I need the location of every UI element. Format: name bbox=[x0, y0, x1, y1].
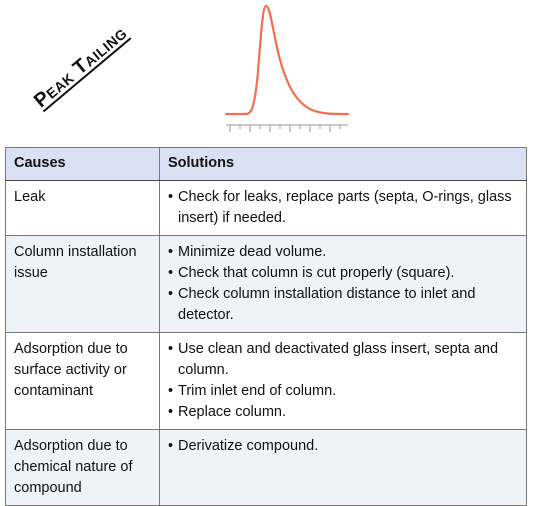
solutions-list bbox=[168, 436, 518, 457]
table-row bbox=[6, 430, 527, 506]
peak-curve bbox=[226, 6, 348, 114]
page-title: Peak Tailing bbox=[29, 22, 132, 113]
solution-item: • Check for leaks, replace parts (septa, O-rings, glass insert) if needed. bbox=[168, 187, 518, 229]
solution-item: • Derivatize compound. bbox=[168, 436, 518, 457]
solutions-list bbox=[168, 242, 518, 326]
causes-solutions-table bbox=[5, 147, 527, 506]
solution-item: • Use clean and deactivated glass insert, septa and column. bbox=[168, 339, 518, 381]
solutions-list bbox=[168, 187, 518, 229]
table-header-row bbox=[6, 148, 527, 181]
header-solutions: Solutions bbox=[160, 148, 527, 181]
solution-item: • Minimize dead volume. bbox=[168, 242, 518, 263]
solutions-cell bbox=[160, 333, 527, 430]
table-row bbox=[6, 181, 527, 236]
header-causes: Causes bbox=[6, 148, 160, 181]
cause-cell: Leak bbox=[6, 181, 160, 236]
solutions-list bbox=[168, 339, 518, 423]
axis-ticks bbox=[230, 125, 340, 132]
solutions-cell bbox=[160, 430, 527, 506]
solutions-cell bbox=[160, 181, 527, 236]
cause-cell: Column installation issue bbox=[6, 236, 160, 333]
title-area bbox=[6, 8, 156, 128]
solutions-cell bbox=[160, 236, 527, 333]
tailing-peak-chromatogram-icon bbox=[222, 2, 352, 134]
solution-item: • Check that column is cut properly (square). bbox=[168, 263, 518, 284]
peak-graphic bbox=[222, 2, 352, 134]
solution-item: • Check column installation distance to inlet and detector. bbox=[168, 284, 518, 326]
cause-cell: Adsorption due to chemical nature of compound bbox=[6, 430, 160, 506]
table-row bbox=[6, 236, 527, 333]
solution-item: • Trim inlet end of column. bbox=[168, 381, 518, 402]
table-row bbox=[6, 333, 527, 430]
solution-item: • Replace column. bbox=[168, 402, 518, 423]
cause-cell: Adsorption due to surface activity or contaminant bbox=[6, 333, 160, 430]
